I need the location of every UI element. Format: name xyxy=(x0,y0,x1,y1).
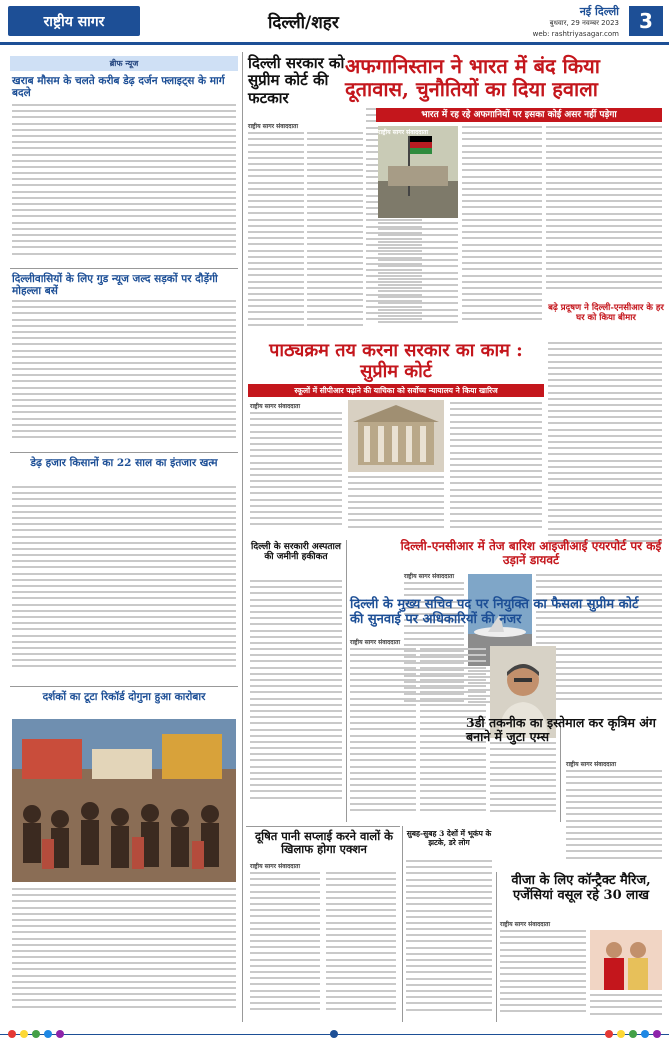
color-dot-icon xyxy=(605,1030,613,1038)
brief-item-3-title[interactable]: डेढ़ हजार किसानों का 22 साल का इंतजार खत्म xyxy=(30,457,218,469)
syllabus-byline: राष्ट्रीय सागर संवाददाता xyxy=(250,403,301,410)
color-dot-icon xyxy=(641,1030,649,1038)
delhi-govt-text-col2 xyxy=(307,132,363,337)
divider xyxy=(10,452,238,453)
earthquake-headline[interactable]: सुबह-सुबह 3 देशों में भूकंप के झटके, डरे लोग xyxy=(406,829,492,847)
page-number: 3 xyxy=(629,6,663,36)
delhi-govt-headline[interactable]: दिल्ली सरकार को सुप्रीम कोर्ट की फटकार xyxy=(248,54,345,107)
registration-mark-icon xyxy=(330,1030,338,1038)
divider xyxy=(246,826,400,827)
afghan-text-col1 xyxy=(378,222,458,332)
hospitals-headline[interactable]: दिल्ली के सरकारी अस्पताल की जमीनी हकीकत xyxy=(251,542,341,563)
color-dot-icon xyxy=(8,1030,16,1038)
water-text-col2 xyxy=(326,872,396,1018)
afghan-byline: राष्ट्रीय सागर संवाददाता xyxy=(378,129,429,136)
syllabus-headline[interactable]: पाठ्यक्रम तय करना सरकार का काम : सुप्रीम कोर्ट xyxy=(269,340,523,382)
brief-item-3-text xyxy=(12,486,236,682)
chief-secretary-headline[interactable]: दिल्ली के मुख्य सचिव पद पर नियुक्ति का फैसला सुप्रीम कोर्ट की सुनवाई पर अधिकारियों की नजर xyxy=(350,597,639,627)
chief-secretary-text-col1 xyxy=(350,648,416,822)
afghan-text-col2 xyxy=(462,126,542,332)
brief-item-4-title[interactable]: दर्शकों का टूटा रिकॉर्ड दोगुना हुआ कारोबार xyxy=(42,691,206,703)
syllabus-text-col2 xyxy=(348,476,444,536)
earthquake-text xyxy=(406,860,492,1018)
brief-item-1-title[interactable]: खराब मौसम के चलते करीब डेढ़ दर्जन फ्लाइट्स के मार्ग बदले xyxy=(12,75,225,100)
pollution-headline[interactable]: बढ़े प्रदूषण ने दिल्ली-एनसीआर के हर घर को किया बीमार xyxy=(548,303,664,323)
divider xyxy=(10,268,238,269)
column-divider xyxy=(496,872,497,1022)
embassy-photo xyxy=(378,126,458,218)
hospitals-text xyxy=(250,580,342,812)
afghan-text-col3 xyxy=(546,126,662,300)
water-byline: राष्ट्रीय सागर संवाददाता xyxy=(250,863,301,870)
brief-item-1-text xyxy=(12,104,236,264)
website-link[interactable]: web: rashtriyasagar.com xyxy=(532,30,619,38)
chief-secretary-byline: राष्ट्रीय सागर संवाददाता xyxy=(350,639,401,646)
color-dot-icon xyxy=(44,1030,52,1038)
masthead-rule xyxy=(0,42,669,45)
color-dot-icon xyxy=(20,1030,28,1038)
column-divider xyxy=(346,540,347,822)
color-dot-icon xyxy=(653,1030,661,1038)
masthead xyxy=(0,0,669,46)
afghan-embassy-subtitle: भारत में रह रहे अफगानियों पर इसका कोई असर नहीं पड़ेगा xyxy=(376,108,662,122)
section-title: दिल्ली/शहर xyxy=(268,13,339,33)
edition-city: नई दिल्ली xyxy=(579,5,619,18)
divider xyxy=(10,686,238,687)
visa-headline[interactable]: वीजा के लिए कॉन्ट्रैक्ट मैरिज, एजेंसियां वसूल रहे 30 लाख xyxy=(511,873,651,903)
brief-news-header: ब्रीफ न्यूज xyxy=(10,56,238,71)
flights-byline: राष्ट्रीय सागर संवाददाता xyxy=(404,573,455,580)
syllabus-text-col1 xyxy=(250,412,342,536)
page-footer xyxy=(0,1028,669,1049)
visa-text-col2 xyxy=(590,994,662,1018)
visa-byline: राष्ट्रीय सागर संवाददाता xyxy=(500,921,551,928)
water-text-col1 xyxy=(250,872,320,1018)
color-dot-icon xyxy=(32,1030,40,1038)
brief-item-2-text xyxy=(12,300,236,448)
delhi-govt-byline: राष्ट्रीय सागर संवाददाता xyxy=(248,123,299,130)
column-divider xyxy=(242,52,243,1022)
edition-date: बुधवार, 29 नवम्बर 2023 xyxy=(549,19,619,27)
delhi-govt-text-col1 xyxy=(248,132,304,337)
flights-headline[interactable]: दिल्ली-एनसीआर में तेज बारिश आइजीआई एयरपोर्ट पर कई उड़ानें डायवर्ट xyxy=(400,539,662,567)
chief-secretary-text-col3 xyxy=(490,742,556,822)
aiims-byline: राष्ट्रीय सागर संवाददाता xyxy=(566,761,617,768)
visa-text-col1 xyxy=(500,930,586,1018)
wedding-photo xyxy=(590,930,662,990)
syllabus-subtitle: स्कूलों में सीपीआर पढ़ाने की याचिका को सर्वोच्च न्यायालय ने किया खारिज xyxy=(248,384,544,397)
trade-fair-photo xyxy=(12,719,236,882)
newspaper-logo: राष्ट्रीय सागर xyxy=(8,6,140,36)
color-dot-icon xyxy=(617,1030,625,1038)
aiims-text-col1 xyxy=(566,770,662,870)
water-headline[interactable]: दूषित पानी सप्लाई करने वालों के खिलाफ होगा एक्शन xyxy=(254,829,394,857)
color-dot-icon xyxy=(56,1030,64,1038)
afghan-embassy-headline[interactable]: अफगानिस्तान ने भारत में बंद किया दूतावास, चुनौतियों का दिया हवाला xyxy=(345,54,600,101)
supreme-court-photo xyxy=(348,400,444,472)
column-divider xyxy=(402,826,403,1022)
aiims-3d-headline[interactable]: 3डी तकनीक का इस्तेमाल कर कृत्रिम अंग बनाने में जुटा एम्स xyxy=(466,715,656,745)
brief-item-4-text xyxy=(12,888,236,1016)
pollution-text xyxy=(548,342,662,552)
brief-item-2-title[interactable]: दिल्लीवासियों के लिए गुड न्यूज जल्द सड़कों पर दौड़ेंगी मोहल्ला बसें xyxy=(12,273,218,298)
color-dot-icon xyxy=(629,1030,637,1038)
syllabus-text-col3 xyxy=(450,402,542,536)
